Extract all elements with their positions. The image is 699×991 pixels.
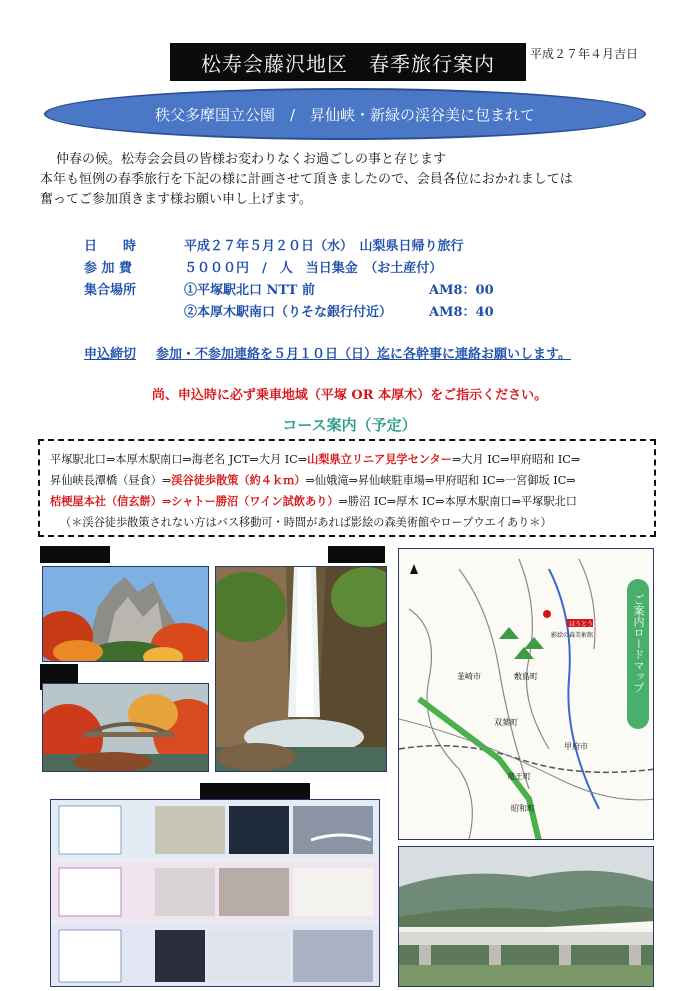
course-box (38, 439, 656, 537)
label-bar-1 (40, 546, 110, 563)
time-1: AM8：00 (429, 283, 494, 298)
boarding-notice: 尚、申込時に必ず乗車地域（平塚 OR 本厚木）をご指示ください。 (151, 388, 548, 403)
map-side-title: ご案内ロードマップ (632, 594, 644, 693)
linear-center-collage (50, 799, 380, 987)
photo-linear-train (398, 846, 654, 987)
fee-value: ５０００円 / 人 当日集金 （お土産付） (184, 261, 443, 276)
intro-line-1: 仲春の候。松寿会会員の皆様お変わりなくお過ごしの事と存じます (56, 152, 447, 167)
place-2: ②本厚木駅南口（りそな銀行付近） (184, 305, 393, 320)
place-1: ①平塚駅北口 NTT 前 (184, 283, 315, 298)
map-label-futaba: 双葉町 (494, 718, 518, 727)
map-label-kofu: 甲府市 (564, 742, 588, 751)
map-label-kagee: 影絵の森美術館 (551, 633, 594, 639)
date-label: 日 時 (84, 239, 137, 254)
course-line-2: 昇仙峡長潭橋（昼食）⇒渓谷徒歩散策（約４ｋｍ）⇒仙娥滝⇒昇仙峡駐車場⇒甲府昭和 IC⇒一宮御坂 IC⇒ (50, 473, 576, 487)
map-label-nirasaki: 韮崎市 (457, 672, 481, 681)
photo-waterfall (215, 566, 387, 772)
course-line-3: 桔梗屋本社（信玄餅）⇒シャトー勝沼（ワイン試飲あり）⇒勝沼 IC⇒厚木 IC⇒本厚木駅南口⇒平塚駅北口 (50, 494, 577, 508)
fee-label: 参 加 費 (84, 261, 133, 276)
place-row-2 (84, 302, 644, 324)
fee-row (84, 258, 644, 280)
photo-rock-peak (42, 566, 209, 662)
course-highlight-walk: 渓谷徒歩散策（約４ｋｍ） (171, 473, 306, 487)
issue-date: 平成２７年４月吉日 (530, 47, 639, 61)
date-value: 平成２７年５月２０日（水） 山梨県日帰り旅行 (184, 239, 464, 254)
course-highlight-linear: 山梨県立リニア見学センター (307, 452, 452, 466)
map-label-houtou: ほうとう会館 (569, 622, 606, 628)
course-line-1: 平塚駅北口⇒本厚木駅南口⇒海老名 JCT⇒大月 IC⇒山梨県立リニア見学センター⇒大月 IC⇒甲府昭和 IC⇒ (50, 452, 581, 466)
page-title: 松寿会藤沢地区 春季旅行案内 (170, 43, 526, 81)
intro-line-2: 本年も恒例の春季旅行を下記の様に計画させて頂きましたので、会員各位におかれましては (40, 172, 573, 187)
road-map (398, 548, 654, 840)
map-label-showa: 昭和町 (511, 804, 535, 813)
label-bar-4 (200, 783, 310, 800)
banner-oval (44, 88, 646, 140)
map-label-ryuo: 竜王町 (507, 772, 531, 781)
photo-bridge (42, 683, 209, 772)
course-highlight-kikyoya: 桔梗屋本社（信玄餅）⇒シャトー勝沼（ワイン試飲あり） (50, 494, 339, 508)
place-row-1 (84, 280, 644, 302)
banner-text: 秩父多摩国立公園 / 昇仙峡・新緑の渓谷美に包まれて (154, 105, 536, 124)
intro-text (40, 150, 670, 210)
trip-details (84, 236, 644, 324)
time-2: AM8：40 (429, 305, 494, 320)
intro-line-3: 奮ってご参加頂きます様お願い申し上げます。 (40, 192, 312, 207)
deadline-value: 参加・不参加連絡を５月１０日（日）迄に各幹事に連絡お願いします。 (156, 347, 571, 362)
label-bar-2 (328, 546, 385, 563)
course-title: コース案内（予定） (282, 416, 417, 434)
deadline-label: 申込締切 (84, 347, 137, 362)
course-note: （＊渓谷徒歩散策されない方はバス移動可・時間があれば影絵の森美術館やロープウエイあり＊） (60, 516, 552, 529)
deadline-row (84, 343, 571, 362)
date-row (84, 236, 644, 258)
place-label: 集合場所 (84, 283, 137, 298)
map-label-shikishima: 敷島町 (514, 672, 538, 681)
